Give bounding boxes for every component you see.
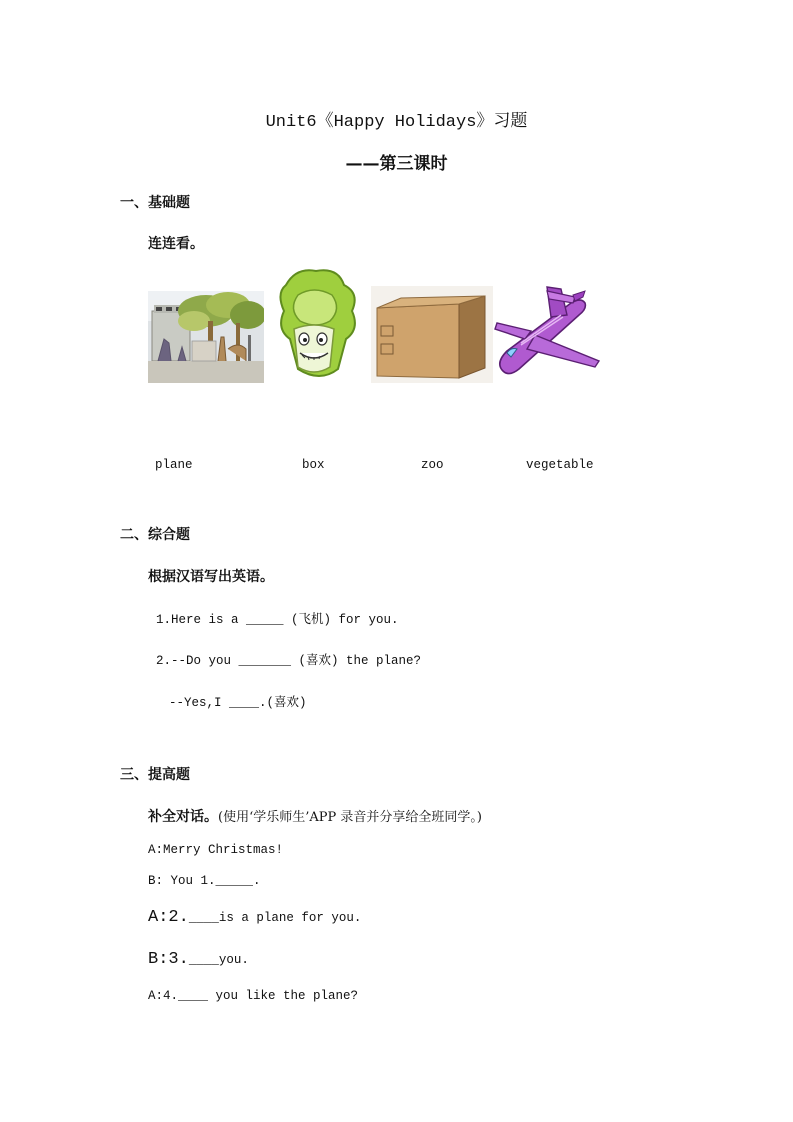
zoo-picture [148,291,264,383]
vegetable-picture [264,265,366,383]
dialogue-line-4 [148,950,249,969]
word-vegetable: vegetable [526,458,594,472]
instruction-dialogue-note: (使用‘学乐师生’APP 录音并分享给全班同学。) [218,810,482,825]
question-2-answer: --Yes,I ____.(喜欢) [169,696,307,710]
question-2: 2.--Do you _______ (喜欢) the plane? [156,654,422,668]
dialogue-line-3-text: ____is a plane for you. [188,911,362,925]
dialogue-line-1: A:Merry Christmas! [148,843,284,857]
box-picture [371,286,493,383]
dialogue-line-3 [148,908,361,927]
dialogue-line-5: A:4.____ you like the plane? [148,989,359,1003]
instruction-translate: 根据汉语写出英语。 [148,569,274,585]
section-heading-basic: 一、基础题 [120,195,190,211]
plane-picture [491,281,603,385]
word-plane: plane [155,458,193,472]
section-heading-comprehensive: 二、综合题 [120,527,190,543]
word-zoo: zoo [421,458,444,472]
instruction-matching: 连连看。 [148,236,204,252]
dialogue-line-2: B: You 1._____. [148,874,261,888]
question-1: 1.Here is a _____ (飞机) for you. [156,613,399,627]
page-title: Unit6《Happy Holidays》习题 [265,113,528,132]
dialogue-line-3-prefix: A:2. [148,908,189,927]
dialogue-line-4-prefix: B:3. [148,950,189,969]
instruction-dialogue-bold: 补全对话。 [148,809,218,825]
word-box: box [302,458,325,472]
page-subtitle: ——第三课时 [345,154,448,174]
instruction-dialogue [148,806,482,826]
section-heading-advanced: 三、提高题 [120,767,190,783]
dialogue-line-4-text: ____you. [188,953,249,967]
